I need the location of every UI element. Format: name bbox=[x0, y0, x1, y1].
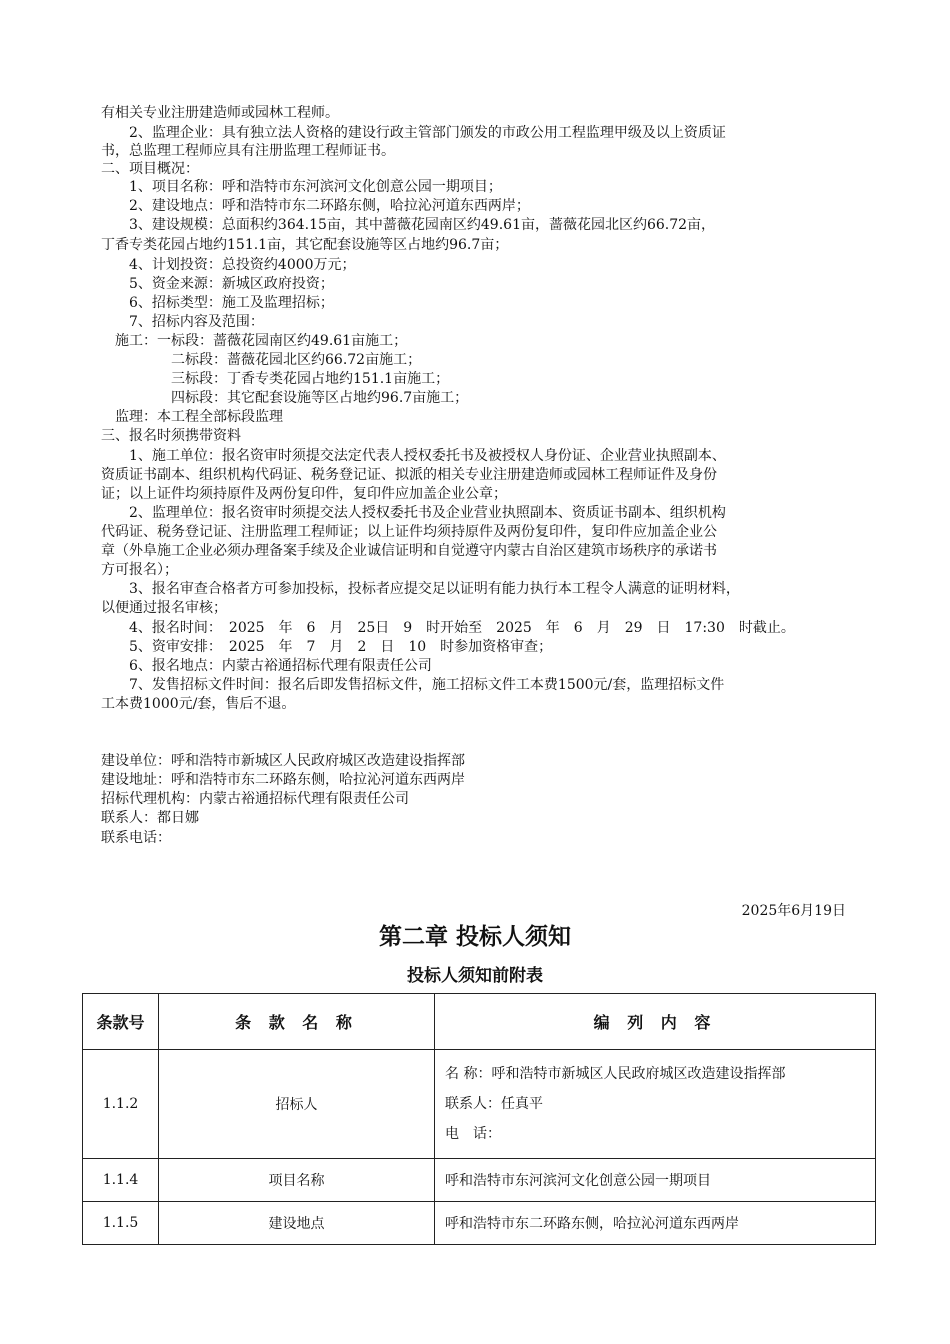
text-line: 三标段：丁香专类花园占地约151.1亩施工； bbox=[101, 371, 450, 387]
text-line: 有相关专业注册建造师或园林工程师。 bbox=[101, 105, 339, 121]
text-line: 2、建设地点：呼和浩特市东二环路东侧，哈拉沁河道东西两岸； bbox=[101, 198, 530, 214]
chapter-title: 第二章 投标人须知 bbox=[378, 924, 571, 950]
cell-content: 呼和浩特市东二环路东侧，哈拉沁河道东西两岸 bbox=[435, 1202, 876, 1245]
text-line: 4、报名时间： 2025 年 6 月 25日 9 时开始至 2025 年 6 月 29 日 17:30 时截止。 bbox=[101, 620, 795, 636]
text-line: 工本费1000元/套，售后不退。 bbox=[101, 696, 296, 712]
text-line: 书，总监理工程师应具有注册监理工程师证书。 bbox=[101, 143, 395, 159]
header-content: 编 列 内 容 bbox=[435, 994, 876, 1050]
text-line: 代码证、税务登记证、注册监理工程师证；以上证件均须持原件及两份复印件，复印件应加盖企业公 bbox=[101, 524, 717, 540]
contact-line: 建设地址：呼和浩特市东二环路东侧，哈拉沁河道东西两岸 bbox=[101, 772, 465, 788]
text-line: 6、报名地点：内蒙古裕通招标代理有限责任公司 bbox=[101, 658, 432, 674]
table-header-row bbox=[83, 994, 876, 1050]
text-line: 施工：一标段：蔷薇花园南区约49.61亩施工； bbox=[101, 333, 408, 349]
cell-clause-no: 1.1.2 bbox=[83, 1050, 159, 1159]
content-line: 电 话： bbox=[445, 1126, 501, 1142]
text-line: 7、招标内容及范围： bbox=[101, 314, 264, 330]
text-line: 3、建设规模：总面积约364.15亩，其中蔷薇花园南区约49.61亩，蔷薇花园北区约66.72亩， bbox=[101, 217, 716, 233]
cell-clause-name: 项目名称 bbox=[159, 1159, 435, 1202]
text-line: 2、监理企业：具有独立法人资格的建设行政主管部门颁发的市政公用工程监理甲级及以上资质证 bbox=[101, 125, 726, 141]
contact-line: 建设单位：呼和浩特市新城区人民政府城区改造建设指挥部 bbox=[101, 753, 465, 769]
text-line: 四标段：其它配套设施等区占地约96.7亩施工； bbox=[101, 390, 469, 406]
cell-content: 呼和浩特市东河滨河文化创意公园一期项目 bbox=[435, 1159, 876, 1202]
text-line: 资质证书副本、组织机构代码证、税务登记证、拟派的相关专业注册建造师或园林工程师证件及身份 bbox=[101, 467, 717, 483]
text-line: 方可报名）； bbox=[101, 562, 178, 578]
bidder-instructions-table bbox=[82, 993, 876, 1245]
text-line: 以便通过报名审核； bbox=[101, 600, 227, 616]
text-line: 三、报名时须携带资料 bbox=[101, 428, 241, 444]
text-line: 3、报名审查合格者方可参加投标，投标者应提交足以证明有能力执行本工程令人满意的证明材料， bbox=[101, 581, 740, 597]
table-row bbox=[83, 1050, 876, 1159]
text-line: 1、施工单位：报名资审时须提交法定代表人授权委托书及被授权人身份证、企业营业执照副本、 bbox=[101, 448, 726, 464]
table-row bbox=[83, 1159, 876, 1202]
header-clause-no: 条款号 bbox=[83, 994, 159, 1050]
text-line: 丁香专类花园占地约151.1亩，其它配套设施等区占地约96.7亩； bbox=[101, 237, 509, 253]
cell-content bbox=[435, 1050, 876, 1159]
text-line: 5、资金来源：新城区政府投资； bbox=[101, 276, 334, 292]
text-line: 二、项目概况： bbox=[101, 161, 199, 177]
header-clause-name: 条 款 名 称 bbox=[159, 994, 435, 1050]
contact-line: 招标代理机构：内蒙古裕通招标代理有限责任公司 bbox=[101, 791, 409, 807]
text-line: 证；以上证件均须持原件及两份复印件，复印件应加盖企业公章； bbox=[101, 486, 507, 502]
text-line: 6、招标类型：施工及监理招标； bbox=[101, 295, 334, 311]
table-title: 投标人须知前附表 bbox=[407, 966, 543, 986]
text-line: 4、计划投资：总投资约4000万元； bbox=[101, 257, 356, 273]
text-line: 5、资审安排： 2025 年 7 月 2 日 10 时参加资格审查； bbox=[101, 639, 553, 655]
document-date: 2025年6月19日 bbox=[741, 903, 846, 919]
cell-clause-no: 1.1.5 bbox=[83, 1202, 159, 1245]
contact-line: 联系人：都日娜 bbox=[101, 810, 199, 826]
text-line: 2、监理单位：报名资审时须提交法人授权委托书及企业营业执照副本、资质证书副本、组织机构 bbox=[101, 505, 726, 521]
contact-line: 联系电话： bbox=[101, 830, 171, 846]
content-line: 名 称：呼和浩特市新城区人民政府城区改造建设指挥部 bbox=[445, 1066, 786, 1082]
cell-clause-name: 招标人 bbox=[159, 1050, 435, 1159]
text-line: 监理：本工程全部标段监理 bbox=[101, 409, 283, 425]
text-line: 章（外阜施工企业必须办理备案手续及企业诚信证明和自觉遵守内蒙古自治区建筑市场秩序的承诺书 bbox=[101, 543, 717, 559]
cell-clause-name: 建设地点 bbox=[159, 1202, 435, 1245]
text-line: 7、发售招标文件时间：报名后即发售招标文件，施工招标文件工本费1500元/套，监理招标文件 bbox=[101, 677, 725, 693]
table-row bbox=[83, 1202, 876, 1245]
content-line: 联系人：任真平 bbox=[445, 1096, 543, 1112]
text-line: 1、项目名称：呼和浩特市东河滨河文化创意公园一期项目； bbox=[101, 179, 502, 195]
cell-clause-no: 1.1.4 bbox=[83, 1159, 159, 1202]
text-line: 二标段：蔷薇花园北区约66.72亩施工； bbox=[101, 352, 422, 368]
